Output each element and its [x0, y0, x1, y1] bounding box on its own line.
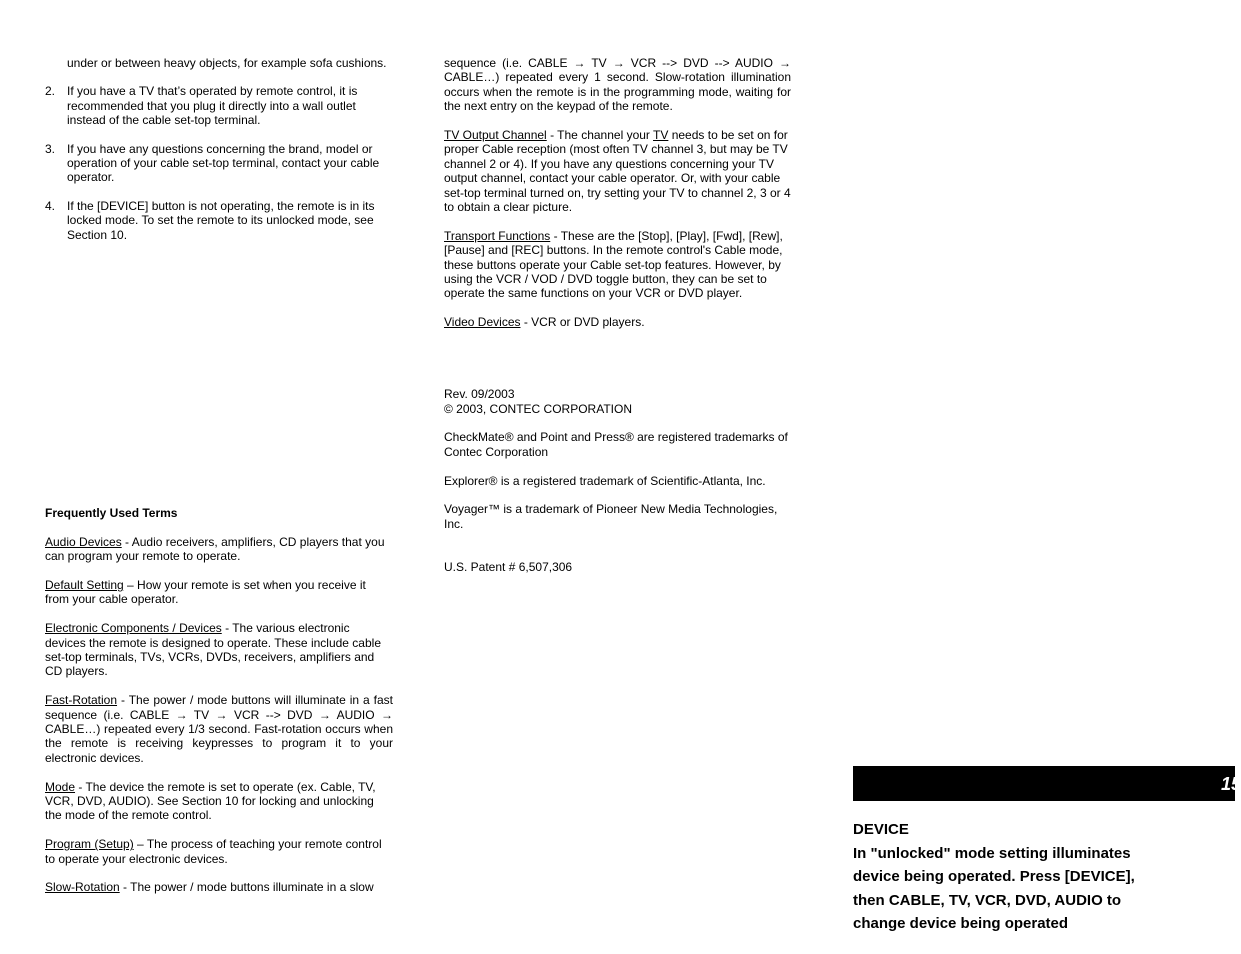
glossary-entry	[45, 693, 393, 765]
glossary-term: Electronic Components / Devices	[45, 621, 222, 636]
trademark-notice: Explorer® is a registered trademark of Scientific-Atlanta, Inc.	[444, 473, 766, 488]
page-header-bar	[853, 766, 1241, 801]
glossary-entry	[444, 128, 791, 214]
glossary-definition: – How your remote is set when you receive it from your cable operator.	[45, 578, 366, 607]
glossary-definition: needs to be set on for proper Cable reception (most often TV channel 3, but may be TV channel 2 or 4). If you have any questions concerning your TV output channel, contact your cable operator. Or, with your cable set-top terminal turned on, try setting your TV to channel 2, 3 or 4 to obtain a clear picture.	[444, 128, 791, 215]
glossary-section	[45, 506, 393, 895]
list-number: 3.	[45, 141, 56, 156]
glossary-definition: - VCR or DVD players.	[520, 315, 645, 330]
patent-notice: U.S. Patent # 6,507,306	[444, 560, 573, 575]
right-column	[444, 56, 791, 574]
tv-word: TV	[653, 128, 669, 143]
glossary-entry	[444, 229, 791, 301]
device-note	[853, 818, 1173, 936]
glossary-term: Audio Devices	[45, 534, 122, 549]
glossary-entry	[45, 621, 393, 679]
glossary-heading: Frequently Used Terms	[45, 506, 178, 520]
device-note-title: DEVICE	[853, 821, 909, 838]
device-note-line: change device being operated	[853, 915, 1069, 932]
glossary-entry	[45, 535, 393, 564]
list-continuation: under or between heavy objects, for example sofa cushions.	[67, 56, 387, 70]
glossary-entry	[45, 578, 393, 607]
glossary-term: Default Setting	[45, 578, 124, 592]
glossary-entry	[45, 880, 393, 894]
trademark-notice: Voyager™ is a trademark of Pioneer New Media Technologies, Inc.	[444, 502, 778, 531]
glossary-term: Slow-Rotation	[45, 880, 120, 895]
list-text: If the [DEVICE] button is not operating, the remote is in its locked mode. To set the remote to its unlocked mode, see Section 10.	[67, 198, 375, 242]
left-column	[45, 56, 393, 242]
device-note-line: then CABLE, TV, VCR, DVD, AUDIO to	[853, 891, 1122, 909]
glossary-entry	[45, 837, 393, 866]
glossary-definition: - These are the [Stop], [Play], [Fwd], [Rew], [Pause] and [REC] buttons. In the remote control's Cable mode, these buttons operate your Cable set-top features. However, by using the VCR / VOD / DVD toggle button, they can be set to operate the same functions on your VCR or DVD player.	[444, 228, 783, 301]
list-item	[45, 84, 393, 127]
glossary-definition: - The power / mode buttons will illuminate in a fast sequence (i.e. CABLE → TV → VCR --> DVD → AUDIO → CABLE…) repeated every 1/3 second. Fast-rotation occurs when the remote is receiving keypresses to program it to your electronic devices.	[45, 693, 393, 765]
glossary-term: Video Devices	[444, 315, 521, 330]
glossary-definition: - The device the remote is set to operate (ex. Cable, TV, VCR, DVD, AUDIO). See Section 10 for locking and unlocking the mode of the remote control.	[45, 779, 376, 823]
list-number: 2.	[45, 84, 56, 99]
glossary-term: TV Output Channel	[444, 128, 547, 143]
revision: Rev. 09/2003	[444, 387, 515, 402]
glossary-entry	[45, 780, 393, 823]
glossary-definition: - The various electronic devices the remote is designed to operate. These include cable set-top terminals, TVs, VCRs, DVDs, receivers, amplifiers and CD players.	[45, 621, 381, 679]
glossary-definition: - Audio receivers, amplifiers, CD players that you can program your remote to operate.	[45, 534, 385, 564]
glossary-term: Transport Functions	[444, 228, 551, 243]
device-note-line: device being operated. Press [DEVICE],	[853, 868, 1135, 885]
device-note-line: In "unlocked" mode setting illuminates	[853, 844, 1131, 862]
glossary-definition: – The process of teaching your remote control to operate your electronic devices.	[45, 837, 382, 866]
glossary-definition: - The power / mode buttons illuminate in a slow	[119, 880, 374, 895]
glossary-entry	[444, 315, 791, 329]
glossary-term: Mode	[45, 779, 76, 794]
list-item	[45, 199, 393, 242]
trademark-notice: CheckMate® and Point and Press® are registered trademarks of Contec Corporation	[444, 430, 788, 459]
glossary-definition: - The channel your	[546, 128, 654, 143]
list-item	[45, 142, 393, 185]
copyright: © 2003, CONTEC CORPORATION	[444, 401, 632, 416]
list-text: If you have any questions concerning the brand, model or operation of your cable set-top terminal, contact your cable operator.	[67, 141, 380, 185]
list-number: 4.	[45, 198, 56, 213]
glossary-continuation: sequence (i.e. CABLE → TV → VCR --> DVD --> AUDIO → CABLE…) repeated every 1 second. Slow-rotation illumination occurs when the remote is in the programming mode, waiting for the next entry on the keypad of the remote.	[444, 56, 791, 114]
list-text: If you have a TV that’s operated by remote control, it is recommended that you plug it directly into a wall outlet instead of the cable set-top terminal.	[67, 84, 358, 128]
glossary-term: Fast-Rotation	[45, 693, 118, 708]
glossary-term: Program (Setup)	[45, 837, 134, 852]
page-number: 15	[1221, 774, 1241, 794]
